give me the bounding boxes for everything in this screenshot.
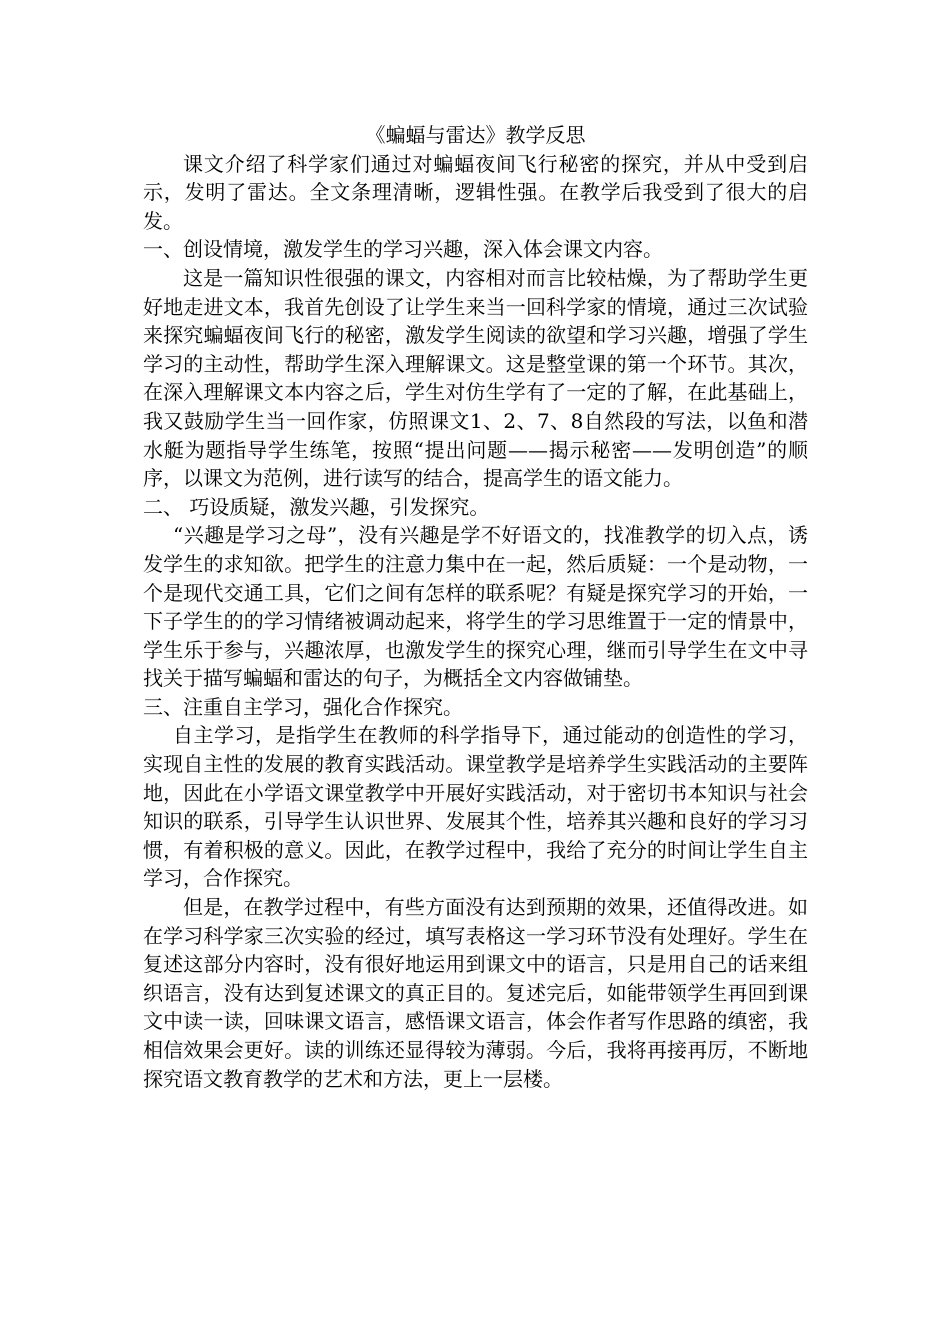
- section-3-heading: 三、注重自主学习，强化合作探究。: [143, 694, 463, 719]
- conclusion-paragraph: 但是，在教学过程中，有些方面没有达到预期的效果，还值得改进。如在学习科学家三次实验的经过，填写表格这一学习环节没有处理好。学生在复述这部分内容时，没有很好地运用到课文中的语言，只是用自己的话来组织语言，没有达到复述课文的真正目的。复述完后，如能带领学生再回到课文中读一读，回味课文语言，感悟课文语言，体会作者写作思路的缜密，我相信效果会更好。读的训练还显得较为薄弱。今后，我将再接再厉，不断地探究语文教育教学的艺术和方法，更上一层楼。: [143, 895, 808, 1091]
- section-1-paragraph: 这是一篇知识性很强的课文，内容相对而言比较枯燥，为了帮助学生更好地走进文本，我首先创设了让学生来当一回科学家的情境，通过三次试验来探究蝙蝠夜间飞行的秘密，激发学生阅读的欲望和学习兴趣，增强了学生学习的主动性，帮助学生深入理解课文。这是整堂课的第一个环节。其次，在深入理解课文本内容之后，学生对仿生学有了一定的了解，在此基础上，我又鼓励学生当一回作家，仿照课文1、2、7、8自然段的写法，以鱼和潜水艇为题指导学生练笔，按照“提出问题——揭示秘密——发明创造”的顺序，以课文为范例，进行读写的结合，提高学生的语文能力。: [143, 265, 808, 491]
- section-3-paragraph: 自主学习，是指学生在教师的科学指导下，通过能动的创造性的学习，实现自主性的发展的教育实践活动。课堂教学是培养学生实践活动的主要阵地，因此在小学语文课堂教学中开展好实践活动，对于密切书本知识与社会知识的联系，引导学生认识世界、发展其个性，培养其兴趣和良好的学习习惯，有着积极的意义。因此，在教学过程中，我给了充分的时间让学生自主学习，合作探究。: [143, 723, 808, 891]
- document-title: 《蝙蝠与雷达》教学反思: [365, 123, 586, 147]
- section-2-paragraph: “兴趣是学习之母”，没有兴趣是学不好语文的，找准教学的切入点，诱发学生的求知欲。把学生的注意力集中在一起，然后质疑：一个是动物，一个是现代交通工具，它们之间有怎样的联系呢？有疑是探究学习的开始，一下子学生的的学习情绪被调动起来，将学生的学习思维置于一定的情景中，学生乐于参与，兴趣浓厚，也激发学生的探究心理，继而引导学生在文中寻找关于描写蝙蝠和雷达的句子，为概括全文内容做铺垫。: [143, 523, 808, 691]
- section-2-heading: 二、 巧设质疑，激发兴趣，引发探究。: [143, 494, 490, 519]
- document-body: [143, 121, 808, 1093]
- intro-paragraph: 课文介绍了科学家们通过对蝙蝠夜间飞行秘密的探究，并从中受到启示，发明了雷达。全文条理清晰，逻辑性强。在教学后我受到了很大的启发。: [143, 151, 808, 233]
- section-1-heading: 一、创设情境，激发学生的学习兴趣，深入体会课文内容。: [143, 237, 663, 262]
